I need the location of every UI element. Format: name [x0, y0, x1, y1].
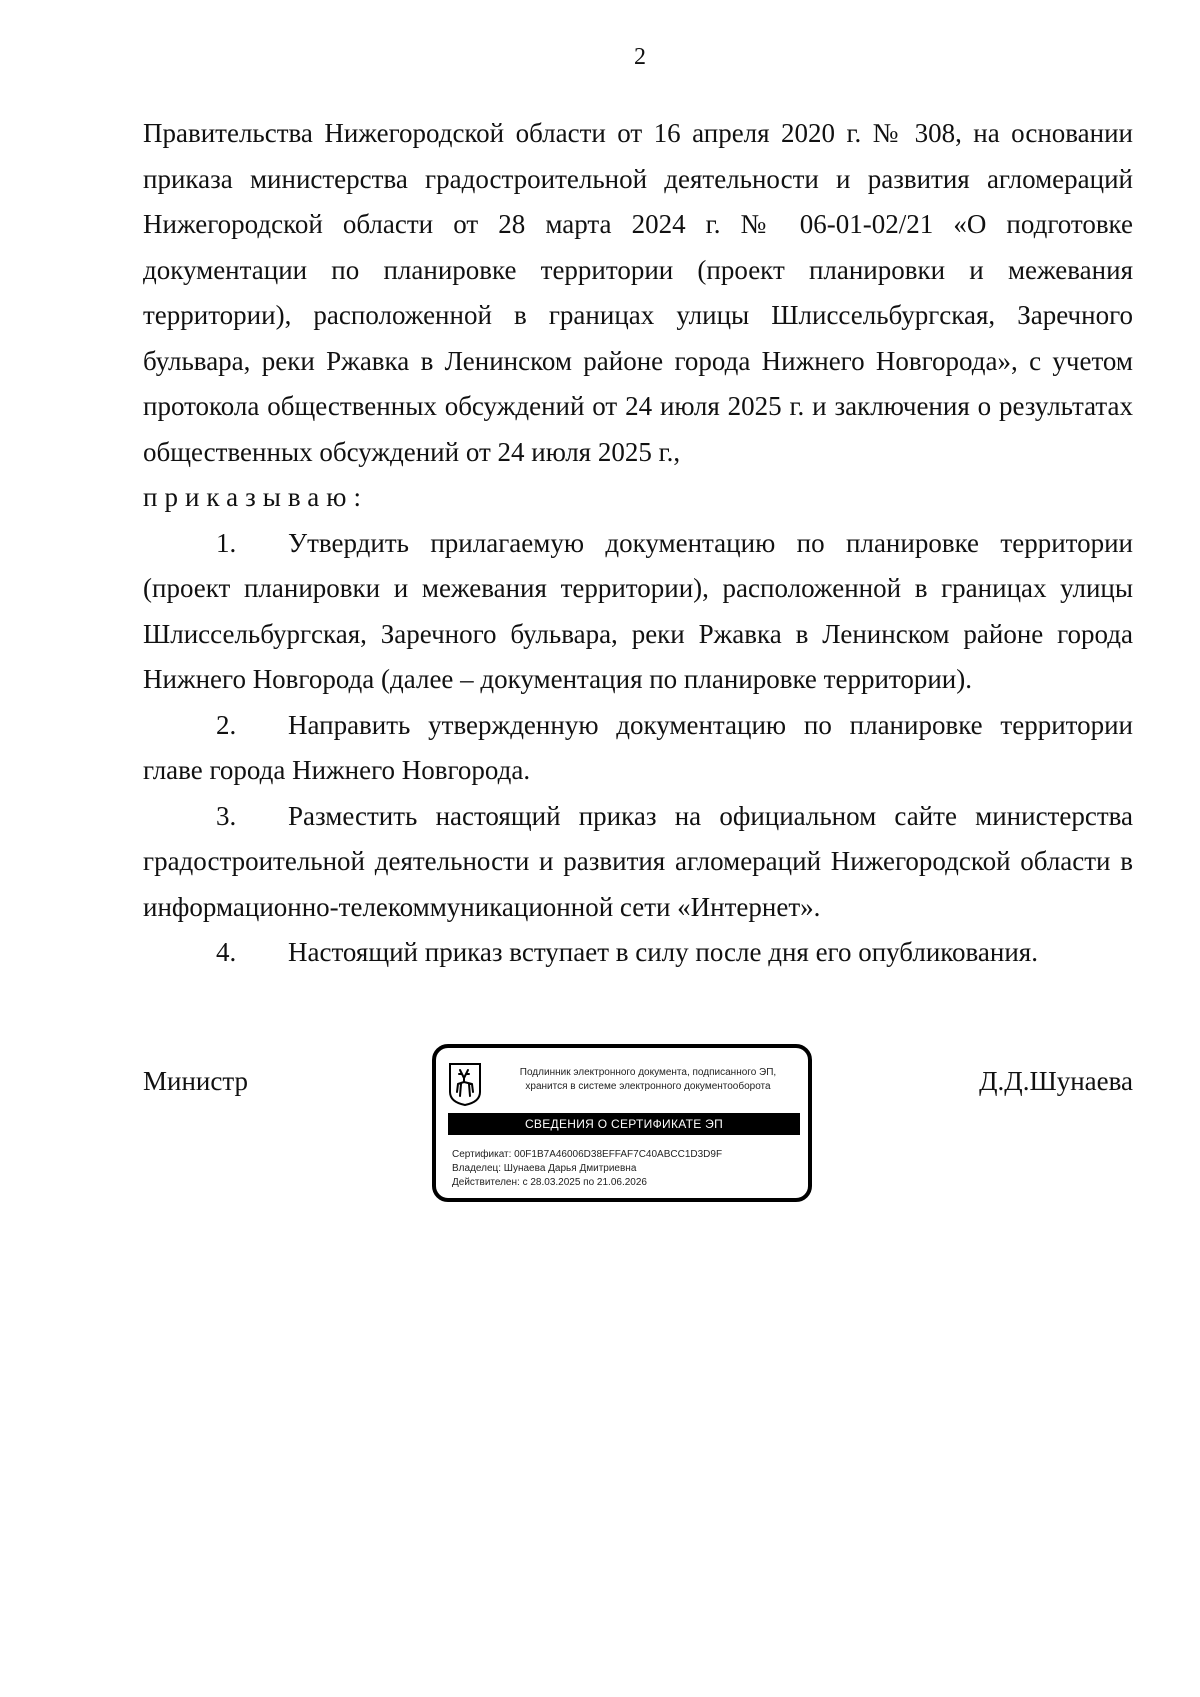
electronic-signature-stamp [432, 1044, 812, 1202]
list-item-number: 3. [216, 800, 237, 831]
certificate-validity: Действителен: с 28.03.2025 по 21.06.2026 [452, 1177, 647, 1188]
list-item-text: Разместить настоящий приказ на официальном сайте министерства градостроительной деятельности и развития агломераций Нижегородской области в информационно-телекоммуникационной сети «Интернет». [143, 800, 1133, 922]
list-item-text: Утвердить прилагаемую документацию по планировке территории (проект планировки и межевания территории), расположенной в границах улицы Шлиссельбургская, Заречного бульвара, реки Ржавка в Ленинском районе города Нижнего Новгорода (далее – документация по планировке территории). [143, 527, 1133, 694]
stamp-header [492, 1066, 804, 1094]
list-item [143, 930, 1133, 976]
list-item-text: Настоящий приказ вступает в силу после дня его опубликования. [288, 937, 1038, 967]
certificate-number: Сертификат: 00F1B7A46006D38EFFAF7C40ABCC1D3D9F [452, 1149, 723, 1160]
signer-title: Министр [143, 1066, 248, 1096]
list-item [143, 794, 1133, 931]
list-item [143, 521, 1133, 703]
certificate-owner: Владелец: Шунаева Дарья Дмитриевна [452, 1163, 637, 1174]
stamp-header-line: хранится в системе электронного документооборота [525, 1081, 771, 1092]
signer-name: Д.Д.Шунаева [979, 1066, 1133, 1096]
intro-paragraph: Правительства Нижегородской области от 16 апреля 2020 г. № 308, на основании приказа министерства градостроительной деятельности и развития агломераций Нижегородской области от 28 марта 2024 г. № 06-01-02/21 «О подготовке документации по планировке территории (проект планировки и межевания территории), расположенной в границах улицы Шлиссельбургская, Заречного бульвара, реки Ржавка в Ленинском районе города Нижнего Новгорода», с учетом протокола общественных обсуждений от 24 июля 2025 г. и заключения о результатах общественных обсуждений от 24 июля 2025 г., [143, 118, 1133, 467]
page-number: 2 [634, 44, 646, 70]
list-item [143, 703, 1133, 794]
list-item-number: 1. [216, 527, 237, 558]
list-item-number: 4. [216, 937, 237, 967]
signature-block [143, 1044, 1133, 1204]
deer-emblem-icon [448, 1062, 482, 1106]
stamp-certificate-bar: СВЕДЕНИЯ О СЕРТИФИКАТЕ ЭП [448, 1113, 800, 1135]
order-word: приказываю: [143, 482, 368, 512]
document-body [143, 111, 1133, 976]
stamp-details [452, 1148, 722, 1190]
stamp-header-line: Подлинник электронного документа, подписанного ЭП, [519, 1067, 777, 1078]
list-item-number: 2. [216, 709, 237, 740]
list-item-text: Направить утвержденную документацию по планировке территории главе города Нижнего Новгорода. [143, 709, 1133, 785]
